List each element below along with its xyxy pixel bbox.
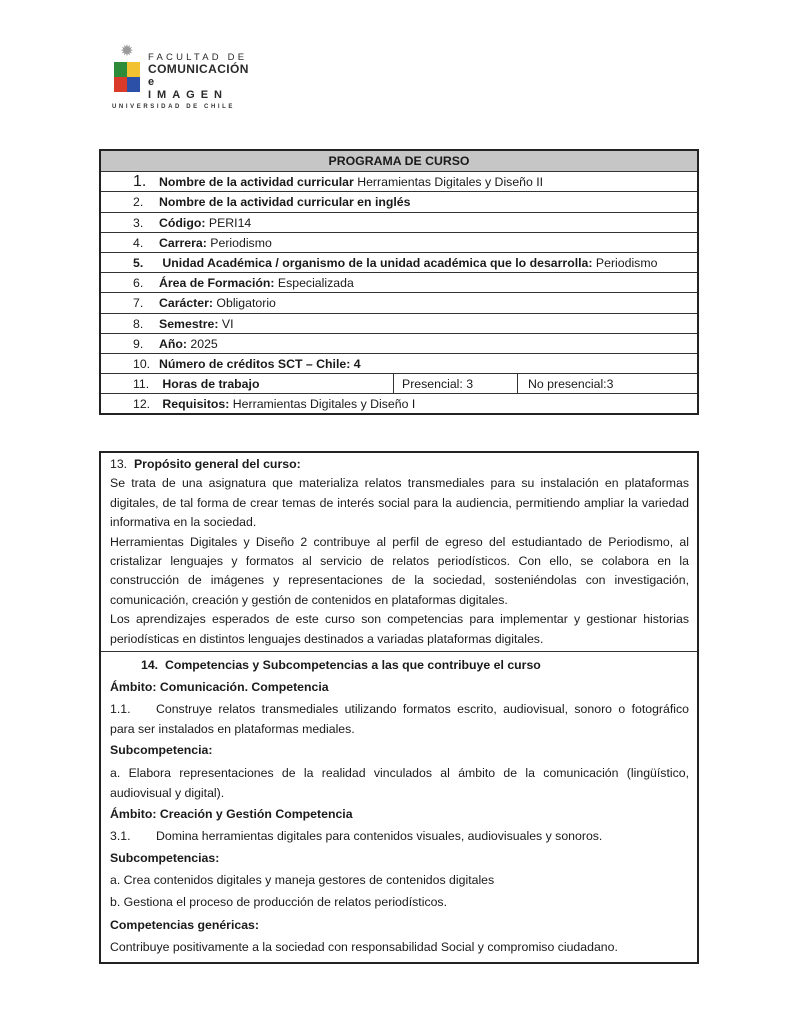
- table-row: [101, 353, 697, 373]
- row-value: Periodismo: [592, 255, 658, 270]
- row-number: 8.: [133, 316, 144, 331]
- faculty-logo: [112, 43, 249, 114]
- logo-subtitle: UNIVERSIDAD DE CHILE: [112, 104, 236, 110]
- row-value: PERI14: [205, 215, 252, 230]
- logo-line-3: e IMAGEN: [148, 76, 228, 101]
- row-label: Código:: [159, 215, 206, 230]
- proposito-paragraph: Los aprendizajes esperados de este curso son competencias para implementar y gestionar historias periodísticas en distintos lenguajes destinados a variadas plataformas digitales.: [110, 612, 689, 646]
- ambito-heading: Ámbito: Comunicación. Competencia: [110, 680, 329, 695]
- row-number: 4.: [133, 235, 144, 250]
- competencia-item: [110, 698, 689, 739]
- competencia-number: 3.1.: [110, 828, 131, 843]
- table-row: [101, 191, 697, 211]
- row-label: Semestre:: [159, 316, 219, 331]
- table-row: [101, 313, 697, 333]
- row-label: Año:: [159, 336, 187, 351]
- row-number: 5.: [133, 255, 144, 270]
- table-row: [101, 333, 697, 353]
- competencias-section: [101, 652, 697, 962]
- row-value: Periodismo: [206, 235, 272, 250]
- row-label: Nombre de la actividad curricular en inglés: [159, 195, 411, 210]
- section-number: 13.: [110, 457, 128, 471]
- presencial-cell: Presencial: 3: [393, 374, 517, 393]
- proposito-paragraph: Herramientas Digitales y Diseño 2 contribuye al perfil de egreso del estudiantado de Periodismo, al cristalizar lenguajes y formatos al servicio de relatos periodísticos. Con ello, se colabora en la construcción de imágenes y representaciones de la sociedad, sosteniéndolas con investigación, comunicación, creación y gestión de contenidos en plataformas digitales.: [110, 534, 689, 607]
- row-number: 11.: [133, 377, 150, 392]
- row-label: Número de créditos SCT – Chile:: [159, 356, 351, 371]
- proposito-paragraph: Se trata de una asignatura que materializa relatos transmediales para su instalación en plataformas digitales, de tal forma de crear temas de interés social para la audiencia, permitiendo ampliar la variedad informativa en la sociedad.: [110, 476, 689, 530]
- genericas-text: Contribuye positivamente a la sociedad con responsabilidad Social y compromiso ciudadano.: [110, 939, 618, 954]
- section-title: Competencias y Subcompetencias a las que contribuye el curso: [164, 658, 541, 673]
- genericas-heading: Competencias genéricas:: [110, 917, 259, 932]
- row-value: Especializada: [274, 276, 354, 291]
- row-value: 2025: [187, 336, 218, 351]
- row-number: 6.: [133, 276, 144, 291]
- subcompetencia-item: a. Elabora representaciones de la realidad vinculados al ámbito de la comunicación (lingüístico, audiovisual y digital).: [110, 765, 689, 800]
- row-value: 4: [350, 356, 361, 371]
- row-number: 1.: [133, 173, 147, 191]
- section-title: Propósito general del curso:: [133, 457, 301, 471]
- subcompetencia-item: a. Crea contenidos digitales y maneja gestores de contenidos digitales: [110, 873, 495, 888]
- shield-icon: [114, 62, 140, 92]
- star-emblem-icon: ✹: [120, 43, 134, 60]
- row-label: Carácter:: [159, 296, 213, 311]
- row-number: 7.: [133, 296, 144, 311]
- section-number: 14.: [141, 658, 159, 673]
- programa-title: PROGRAMA DE CURSO: [101, 151, 697, 171]
- row-label: Nombre de la actividad curricular: [159, 175, 354, 190]
- table-row: [101, 252, 697, 272]
- row-number: 12.: [133, 397, 151, 412]
- competencia-number: 1.1.: [110, 702, 131, 717]
- logo-line-2: COMUNICACIÓN: [148, 62, 249, 76]
- programa-table: [99, 149, 699, 415]
- row-value: Herramientas Digitales y Diseño II: [353, 175, 544, 190]
- table-row: [101, 232, 697, 252]
- logo-line-1: FACULTAD DE: [148, 52, 248, 63]
- hours-label-cell: [101, 374, 393, 393]
- row-number: 10.: [133, 356, 151, 371]
- row-number: 9.: [133, 336, 144, 351]
- row-value: VI: [218, 316, 234, 331]
- table-row: [101, 373, 697, 393]
- competencia-text: Construye relatos transmediales utilizando formatos escrito, audiovisual, sonoro o fotográfico para ser instalados en plataformas mediales.: [110, 702, 689, 737]
- university-crest-icon: [112, 44, 142, 102]
- competencia-text: Domina herramientas digitales para contenidos visuales, audiovisuales y sonoros.: [156, 828, 603, 843]
- table-row: [101, 292, 697, 312]
- row-label: Horas de trabajo: [159, 377, 260, 392]
- table-row: [101, 393, 697, 413]
- row-label: Carrera:: [159, 235, 207, 250]
- row-value: Obligatorio: [213, 296, 276, 311]
- row-value: Herramientas Digitales y Diseño I: [229, 397, 416, 412]
- row-label: Área de Formación:: [159, 276, 275, 291]
- row-number: 3.: [133, 215, 144, 230]
- row-label: Requisitos:: [159, 397, 230, 412]
- competencias-heading: [110, 654, 689, 676]
- logo-wordmark: [148, 52, 249, 102]
- competencia-item: [110, 825, 689, 847]
- subcompetencia-item: b. Gestiona el proceso de producción de relatos periodísticos.: [110, 895, 447, 910]
- subcompetencia-heading: Subcompetencia:: [110, 743, 213, 758]
- table-row: [101, 272, 697, 292]
- row-label: Unidad Académica / organismo de la unidad académica que lo desarrolla:: [159, 255, 593, 270]
- proposito-section: [101, 453, 697, 651]
- no-presencial-cell: No presencial:3: [517, 374, 697, 393]
- subcompetencia-heading: Subcompetencias:: [110, 851, 220, 866]
- table-row: [101, 171, 697, 191]
- course-description-table: [99, 451, 699, 964]
- table-row: [101, 212, 697, 232]
- proposito-heading: [110, 455, 689, 474]
- ambito-heading: Ámbito: Creación y Gestión Competencia: [110, 806, 353, 821]
- row-number: 2.: [133, 195, 144, 210]
